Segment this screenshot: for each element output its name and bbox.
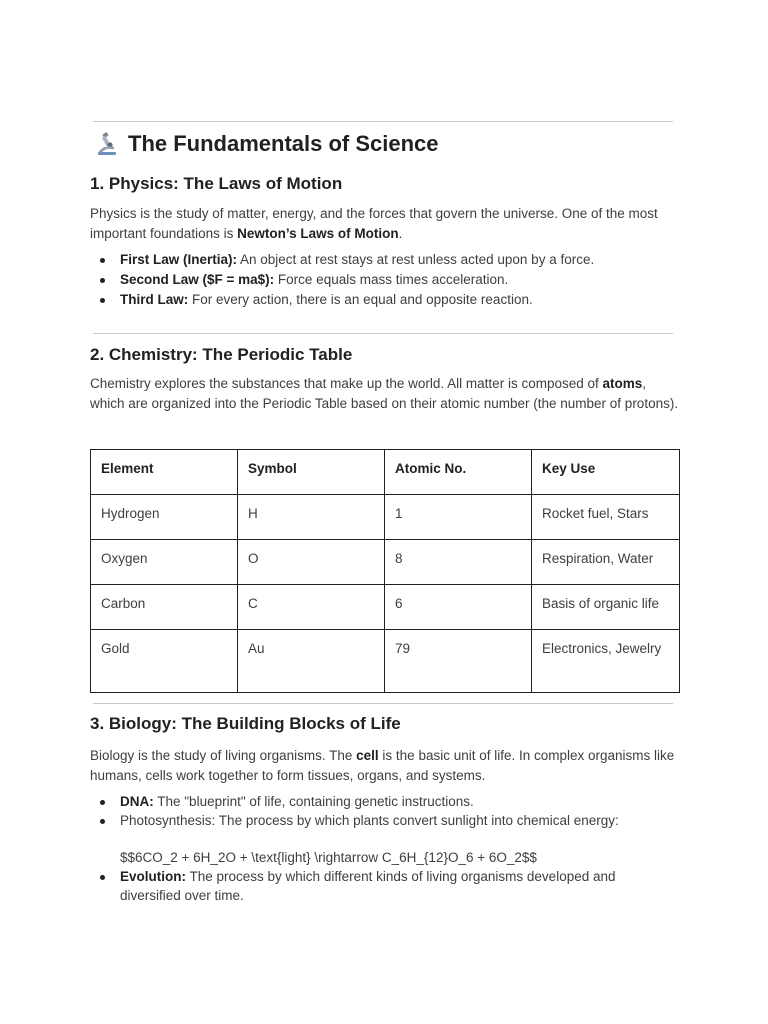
table-cell: 1 [385, 495, 532, 540]
table-cell: Oxygen [91, 540, 238, 585]
table-cell: Electronics, Jewelry [532, 630, 680, 693]
table-cell: Carbon [91, 585, 238, 630]
list-item: DNA: The "blueprint" of life, containing genetic instructions. [90, 792, 670, 811]
page-title [94, 131, 439, 157]
table-row [91, 585, 680, 630]
section-divider-1 [93, 333, 673, 334]
list-item: Evolution: The process by which different kinds of living organisms developed and diversified over time. [90, 867, 670, 905]
list-item: Second Law ($F = ma$): Force equals mass times acceleration. [90, 270, 670, 290]
section-divider-2 [93, 703, 673, 704]
table-cell: 8 [385, 540, 532, 585]
periodic-table [90, 449, 680, 693]
table-cell: Hydrogen [91, 495, 238, 540]
table-cell: C [238, 585, 385, 630]
physics-laws-list [90, 250, 670, 310]
table-header: Element [91, 450, 238, 495]
microscope-icon [94, 131, 120, 157]
biology-intro: Biology is the study of living organisms. The cell is the basic unit of life. In complex organisms like humans, cells work together to form tissues, organs, and systems. [90, 748, 675, 783]
table-cell: 79 [385, 630, 532, 693]
table-cell: Au [238, 630, 385, 693]
table-cell: 6 [385, 585, 532, 630]
physics-heading: 1. Physics: The Laws of Motion [90, 174, 343, 193]
table-row [91, 630, 680, 693]
top-divider [93, 121, 673, 122]
table-cell: Rocket fuel, Stars [532, 495, 680, 540]
table-row [91, 495, 680, 540]
table-row [91, 540, 680, 585]
list-item: Photosynthesis: The process by which plants convert sunlight into chemical energy: $$6CO_2 + 6H_2O + \text{light} \rightarrow C_6H_{12}O_6 + 6O_2$$ [90, 811, 670, 867]
list-item: Third Law: For every action, there is an equal and opposite reaction. [90, 290, 670, 310]
photosynthesis-formula: $$6CO_2 + 6H_2O + \text{light} \rightarrow C_6H_{12}O_6 + 6O_2$$ [120, 850, 537, 865]
table-header: Key Use [532, 450, 680, 495]
chemistry-heading: 2. Chemistry: The Periodic Table [90, 345, 353, 364]
table-header: Symbol [238, 450, 385, 495]
table-cell: O [238, 540, 385, 585]
table-header: Atomic No. [385, 450, 532, 495]
physics-intro: Physics is the study of matter, energy, and the forces that govern the universe. One of the most important foundations is Newton’s Laws of Motion. [90, 206, 658, 241]
table-cell: Gold [91, 630, 238, 693]
page-title-text: The Fundamentals of Science [128, 131, 439, 156]
table-header-row [91, 450, 680, 495]
table-cell: Respiration, Water [532, 540, 680, 585]
table-cell: H [238, 495, 385, 540]
list-item: First Law (Inertia): An object at rest stays at rest unless acted upon by a force. [90, 250, 670, 270]
table-cell: Basis of organic life [532, 585, 680, 630]
biology-list [90, 792, 670, 905]
chemistry-intro: Chemistry explores the substances that make up the world. All matter is composed of atoms, which are organized into the Periodic Table based on their atomic number (the number of protons). [90, 376, 679, 411]
biology-heading: 3. Biology: The Building Blocks of Life [90, 714, 401, 733]
